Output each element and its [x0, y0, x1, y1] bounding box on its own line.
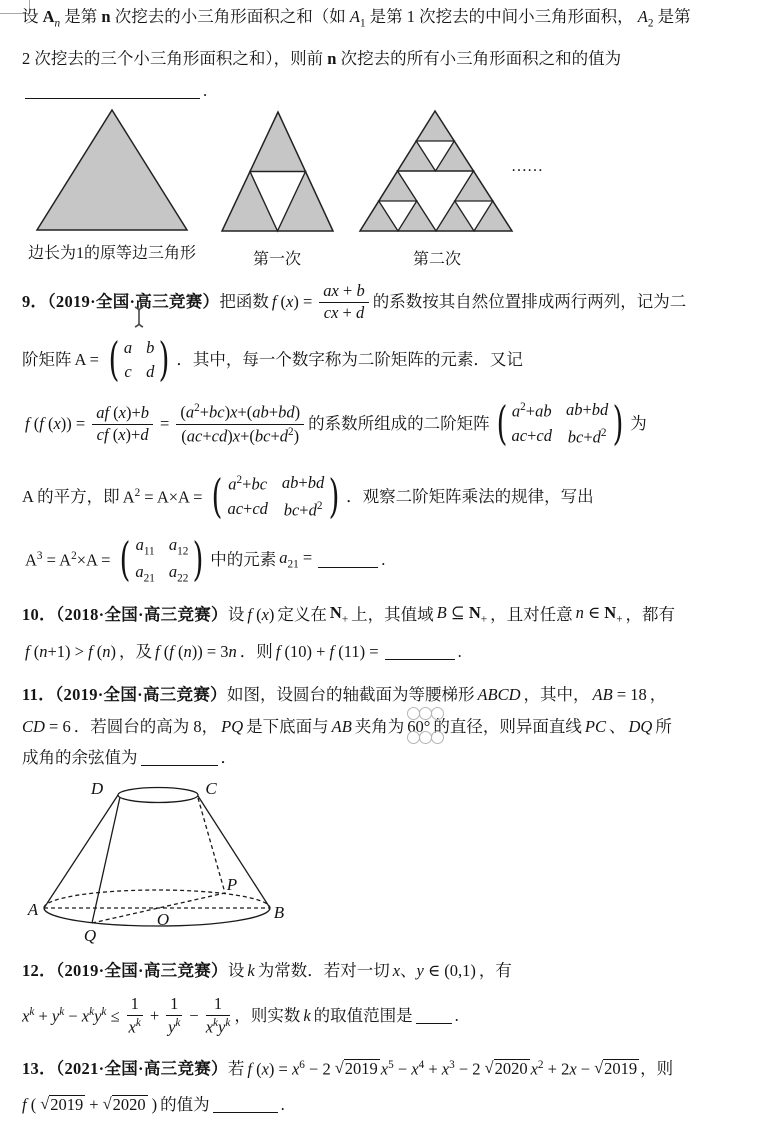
intro-text-1: 设 $A_n$ 是第 n 次挖去的小三角形面积之和（如 $A_1$ 是第 1 次挖去的中间小三角形面积， $A_2$ 是第: [22, 7, 691, 30]
matrix-A-squared: ( $a^2+bc$ ab+bd ac+cd $bc+d^2$ ): [212, 469, 340, 524]
p13-math-3: $x^2 + 2x$ −: [530, 1058, 591, 1079]
matrix-paren-left: (: [120, 532, 131, 587]
p13-text-1: 若: [227, 1058, 245, 1078]
p11-math-7: DQ: [628, 716, 653, 736]
problem-9-head: 9．（2019·全国·高三竞赛）: [22, 291, 220, 311]
selection-handle-circle: [431, 731, 444, 744]
problem-9-line-5: [22, 534, 385, 586]
figure-caption-step2: 第二次: [412, 251, 462, 268]
p12-minus: −: [189, 1005, 199, 1025]
p13-math-5: ): [151, 1094, 158, 1114]
p11-text-4: ．若圆台的高为 8，: [73, 716, 219, 736]
p9-text-4: ．其中，每一个数字称为二阶矩阵的元素．又记: [176, 349, 523, 369]
p9-text-7: A 的平方，即: [22, 486, 120, 506]
p9-text-2: 的系数按其自然位置排成两行两列，记为二: [372, 291, 687, 311]
problem-12-line-2: [22, 994, 459, 1038]
problem-13-line-2: [22, 1091, 285, 1119]
p11-math-1: ABCD: [477, 684, 521, 704]
p11-text-10: 成角的余弦值为: [22, 747, 138, 767]
radical: √ 2020: [102, 1094, 146, 1115]
frustum-label-D: D: [90, 779, 104, 798]
p10-period: .: [457, 641, 462, 661]
frustum-label-P: P: [226, 875, 238, 894]
p12-math-2: x、y ∈ (0,1): [392, 960, 476, 980]
p10-math-6: f (f (n)) = 3n: [155, 641, 237, 661]
radical: √ 2019: [40, 1094, 84, 1115]
matrix-ffx: ( $a^2+ab$ ab+bd ac+cd $bc+d^2$ ): [496, 396, 624, 451]
frustum-label-A: A: [27, 900, 39, 919]
p11-math-6: PC: [584, 716, 606, 736]
p10-text-3: 上，其值域: [351, 604, 434, 624]
p10-math-4: n ∈ $N_+$: [575, 603, 623, 626]
answer-blank: [141, 750, 218, 767]
intro-line-1: [22, 6, 691, 32]
intro-line-2: [22, 46, 621, 72]
problem-11-line-1: [22, 683, 666, 707]
p11-text-1: 如图，设圆台的轴截面为等腰梯形: [226, 684, 475, 704]
p10-math-3: B ⊆ $N_+$: [436, 603, 488, 626]
p12-plus: +: [149, 1005, 160, 1025]
p9-fx: f (x) =: [271, 291, 313, 311]
p13-math-2: $x^5 - x^4 + x^3 - 2$: [380, 1058, 481, 1079]
p9-period: .: [381, 549, 386, 569]
p12-text-5: 的取值范围是: [313, 1005, 413, 1025]
p9-text-3: 阶矩阵: [22, 349, 72, 369]
problem-11-line-3: [22, 746, 237, 770]
p13-text-2: ，则: [640, 1058, 674, 1078]
answer-blank: [416, 1008, 452, 1025]
p13-text-3: 的值为: [160, 1094, 210, 1114]
p10-text-5: ，都有: [625, 604, 676, 624]
matrix-paren-right: ): [192, 532, 204, 587]
p9-text-5: 的系数所组成的二阶矩阵: [308, 413, 490, 433]
p11-math-5: AB: [331, 716, 352, 736]
p12-math-4: k: [303, 1005, 311, 1025]
radical: √ 2019: [594, 1058, 638, 1079]
math-fraction: $\frac{(a^2+bc)x+(ab+bd)}{(ac+cd)x+(bc+d^2)}$: [176, 402, 304, 446]
problem-10-head: 10．（2018·全国·高三竞赛）: [22, 604, 228, 624]
p9-a3-eq: $A^3 = A^2\times A$ =: [25, 549, 111, 570]
answer-blank: [213, 1097, 278, 1114]
answer-blank: [385, 644, 455, 661]
p10-math-1: f (x): [247, 604, 275, 624]
problem-9-line-1: [22, 282, 686, 322]
frustum-label-C: C: [205, 779, 217, 798]
problem-10-line-1: [22, 602, 675, 628]
matrix-A: ( a b c d ): [108, 332, 170, 387]
problem-11-line-2: [22, 714, 672, 740]
problem-11-head: 11．（2019·全国·高三竞赛）: [22, 684, 227, 704]
p10-math-5: f (n+1) > f (n): [25, 641, 117, 661]
p11-text-6: 夹角为: [354, 716, 405, 736]
matrix-paren-left: (: [108, 332, 120, 387]
p9-ffx: f (f (x)) =: [25, 413, 86, 433]
p13-plus: +: [89, 1094, 99, 1114]
frustum-label-B: B: [273, 903, 285, 922]
triangle-figure-step1: [216, 108, 340, 236]
p9-text-6: 为: [630, 413, 647, 433]
frustum-label-Q: Q: [83, 926, 97, 945]
text-cursor-ibeam: [133, 305, 145, 329]
math-fraction: $\frac{ax + b}{cx + d}$: [319, 282, 368, 323]
p10-text-1: 设: [227, 604, 245, 624]
math-fraction: $\frac{1}{y^k}$: [168, 993, 181, 1037]
p13-math-1: f $(x) = x^6 - 2$: [247, 1058, 331, 1079]
matrix-A-cubed: ( $a_{11}$ $a_{12}$ $a_{21}$ $a_{22}$ ): [120, 532, 204, 587]
p11-math-4: PQ: [221, 716, 244, 736]
p10-text-4: ，且对任意: [490, 604, 573, 624]
math-fraction: $\frac{af (x)+b}{cf (x)+d}$: [92, 404, 153, 445]
p10-text-7: ．则: [239, 641, 273, 661]
problem-12-line-1: [22, 958, 512, 984]
p12-text-4: ，则实数: [234, 1005, 301, 1025]
p11-text-5: 是下底面与: [246, 716, 329, 736]
problem-13-head: 13．（2021·全国·高三竞赛）: [22, 1058, 228, 1078]
intro-period: .: [203, 80, 208, 100]
p10-math-2: $N_+$: [329, 603, 349, 626]
p10-math-7: f (10) + f (11) =: [275, 641, 379, 661]
frustum-figure: [25, 778, 297, 950]
frustum-label-O: O: [156, 910, 170, 929]
p9-a21-eq: $a_{21}$ =: [279, 548, 313, 571]
p9-a-eq: A =: [74, 349, 99, 369]
problem-13-line-1: [22, 1052, 673, 1086]
p11-text-2: ，其中，: [523, 684, 590, 704]
p11-math-2: AB = 18: [592, 684, 647, 704]
p12-text-3: ，有: [478, 960, 512, 980]
answer-blank: [318, 552, 378, 569]
p9-text-1: 把函数: [219, 291, 269, 311]
triangle-figure-step2: [352, 107, 520, 237]
problem-12-head: 12．（2019·全国·高三竞赛）: [22, 960, 228, 980]
selection-handle-circle: [431, 707, 444, 720]
p11-text-7: 的直径，则异面直线: [433, 716, 582, 736]
p12-period: .: [454, 1005, 459, 1025]
p11-period: ．: [220, 747, 237, 767]
intro-answer-line: [22, 80, 207, 102]
p12-text-1: 设: [227, 960, 245, 980]
p12-math-1: k: [247, 960, 255, 980]
p9-eq: =: [160, 413, 170, 433]
figure-caption-original: 边长为1的原等边三角形: [27, 245, 197, 262]
p11-angle-60: 60°: [407, 716, 431, 736]
figure-ellipsis: ……: [511, 158, 543, 175]
p11-math-3: CD = 6: [22, 716, 71, 736]
p12-text-2: 为常数．若对一切: [257, 960, 390, 980]
p12-math-3: $x^k + y^k - x^ky^k$ ≤: [22, 1005, 120, 1026]
p11-text-9: 所: [655, 716, 672, 736]
matrix-paren-right: ): [158, 332, 170, 387]
problem-10-line-2: [22, 638, 462, 666]
problem-9-line-3: [22, 394, 647, 454]
problem-9-line-2: [22, 334, 523, 386]
problem-9-line-4: [22, 468, 594, 526]
figure-caption-step1: 第一次: [252, 251, 302, 268]
p11-text-3: ，: [649, 684, 667, 704]
triangle-figure-original: [30, 106, 194, 236]
p9-text-9: 中的元素: [210, 549, 277, 569]
math-fraction: $\frac{1}{x^k}$: [128, 993, 141, 1037]
intro-text-2: 2 次挖去的三个小三角形面积之和），则前 n 次挖去的所有小三角形面积之和的值为: [22, 48, 622, 68]
math-fraction: $\frac{1}{x^ky^k}$: [205, 993, 231, 1037]
p9-text-8: ．观察二阶矩阵乘法的规律，写出: [346, 486, 594, 506]
p10-text-2: 定义在: [277, 604, 327, 624]
p9-a2-eq: $A^2 = A\times A$ =: [122, 486, 203, 507]
answer-blank: [25, 83, 200, 100]
matrix-paren-left: (: [496, 396, 507, 451]
p10-text-6: ，及: [119, 641, 153, 661]
p13-period: .: [280, 1094, 285, 1114]
radical: √ 2019: [334, 1058, 378, 1079]
matrix-paren-left: (: [212, 469, 223, 524]
matrix-paren-right: ): [328, 469, 340, 524]
p11-text-8: 、: [608, 716, 626, 736]
p13-math-4: f (: [22, 1094, 37, 1114]
radical: √ 2020: [484, 1058, 528, 1079]
matrix-paren-right: ): [612, 396, 624, 451]
